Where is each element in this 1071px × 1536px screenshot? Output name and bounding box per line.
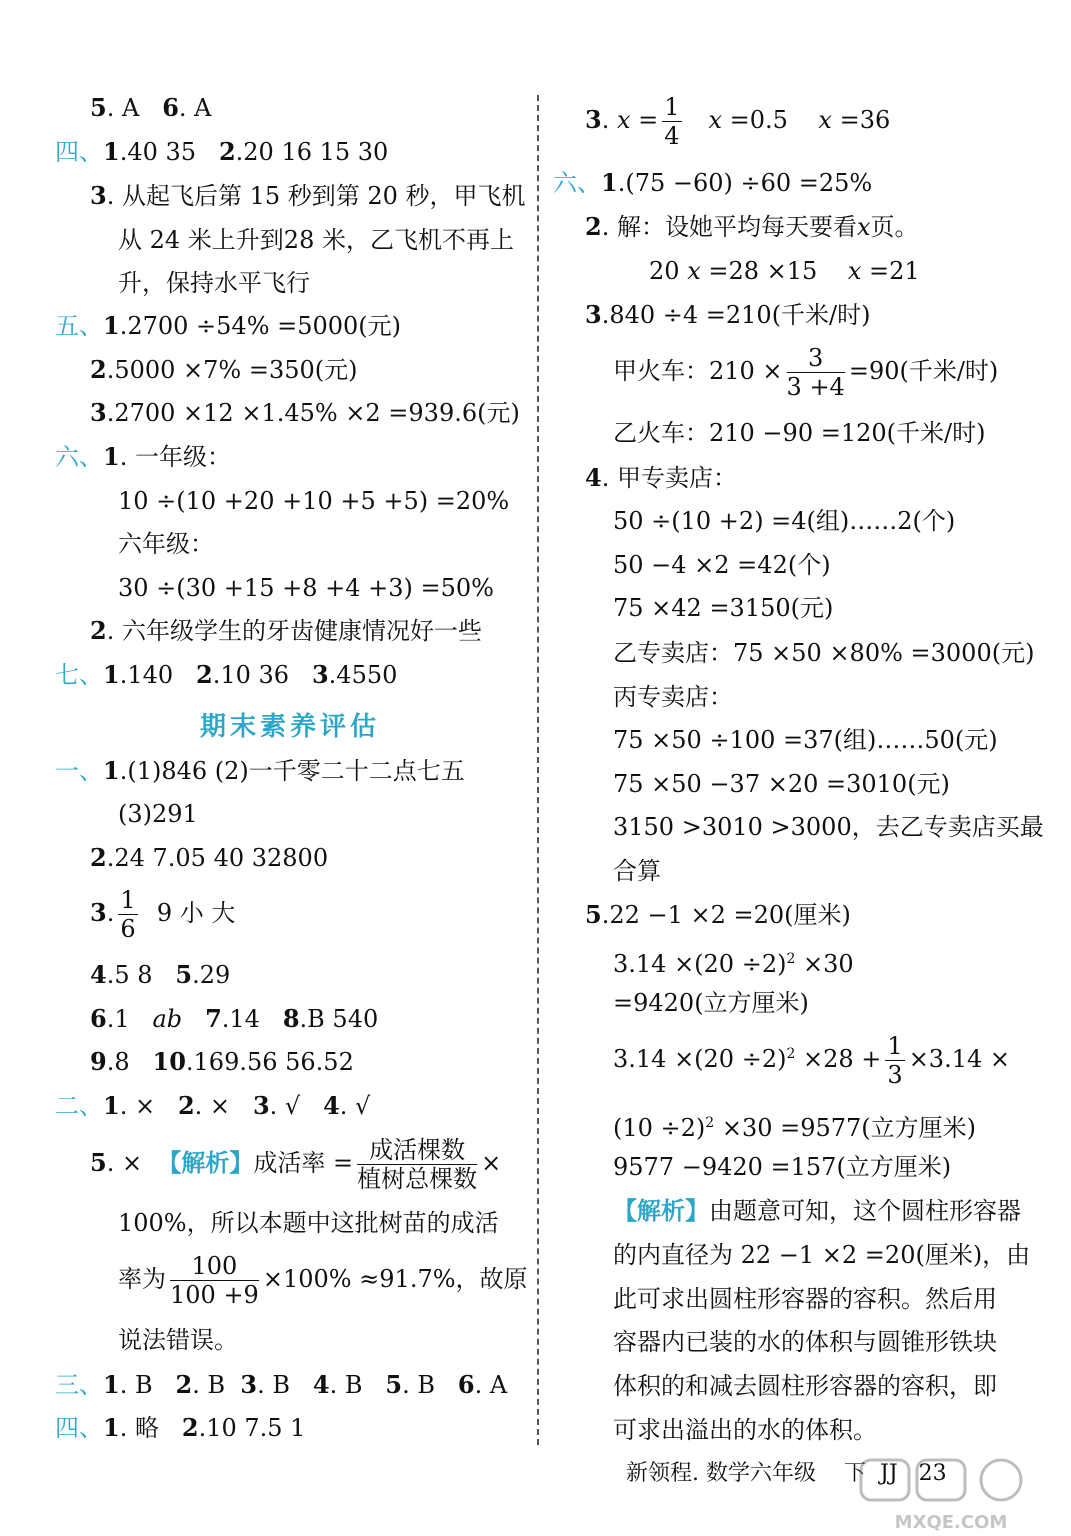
- answer-line: 二、1. × 2. × 3. √ 4. √: [55, 1091, 371, 1120]
- analysis-line: 的内直径为 22 −1 ×2 =20(厘米)，由: [613, 1241, 1031, 1269]
- fraction: $\frac{1}{4}$: [664, 93, 680, 150]
- answer-line: 乙专卖店：75 ×50 ×80% =3000(元): [613, 639, 1035, 667]
- answer-line: 六年级：: [118, 530, 214, 558]
- analysis-line: 此可求出圆柱形容器的容积。然后用: [613, 1285, 997, 1313]
- answer-line: 3150 >3010 >3000，去乙专卖店买最: [613, 813, 1044, 841]
- answer-line: 三、1. B 2. B 3. B 4. B 5. B 6. A: [55, 1370, 508, 1399]
- answer-line: 四、1.40 35 2.20 16 15 30: [55, 137, 389, 166]
- answer-line: 2. 解：设她平均每天要看x页。: [585, 212, 919, 241]
- answer-line: 9.8 10.169.56 56.52: [90, 1047, 354, 1076]
- watermark-logo: [851, 1456, 1051, 1536]
- answer-line: $3.14 \times(20 \div 2)^2 \times 28$ + $\frac{1}{3}$ ×3.14 ×: [613, 1032, 1010, 1089]
- answer-line: $3.14 \times(20 \div 2)^2 \times 30$: [613, 950, 854, 978]
- answer-line: 甲火车：210 × $\frac{3}{3 +4}$ =90(千米/时): [613, 344, 999, 401]
- answer-line: 9577 −9420 =157(立方厘米): [613, 1153, 952, 1181]
- watermark-text: MXQE.COM: [894, 1512, 1008, 1533]
- analysis-line: 容器内已装的水的体积与圆锥形铁块: [613, 1328, 997, 1356]
- fraction: $\frac{\text{成活棵数}}{\text{植树总棵数}}$: [357, 1136, 478, 1193]
- fraction: $\frac{3}{3 +4}$: [786, 344, 845, 401]
- answer-line: 100%，所以本题中这批树苗的成活: [118, 1209, 499, 1237]
- answer-line: 升，保持水平飞行: [118, 269, 310, 297]
- answer-line: 一、1.(1)846 (2)一千零二十二点七五: [55, 756, 465, 785]
- answer-line: 75 ×50 −37 ×20 =3010(元): [613, 770, 950, 798]
- answer-line: 2.24 7.05 40 32800: [90, 843, 329, 872]
- answer-line: 合算: [613, 857, 661, 885]
- analysis-line: 体积的和减去圆柱形容器的容积，即: [613, 1372, 997, 1400]
- answer-line: 4.5 8 5.29: [90, 960, 231, 989]
- answer-line: 七、1.140 2.10 36 3.4550: [55, 660, 398, 689]
- answer-line: 4. 甲专卖店：: [585, 463, 737, 492]
- column-divider: [537, 95, 539, 1445]
- answer-line: 乙火车：210 −90 =120(千米/时): [613, 419, 986, 447]
- answer-line: 六、1.(75 −60) ÷60 =25%: [553, 168, 873, 197]
- page-number: 23: [918, 1461, 947, 1486]
- answer-line: 75 ×42 =3150(元): [613, 594, 834, 622]
- answer-line: 3. 从起飞后第 15 秒到第 20 秒，甲飞机: [90, 181, 526, 210]
- answer-line: 2.5000 ×7% =350(元): [90, 355, 358, 384]
- edition: JJ: [880, 1461, 898, 1486]
- answer-line: (3)291: [118, 800, 198, 828]
- answer-line: 75 ×50 ÷100 =37(组)……50(元): [613, 726, 998, 754]
- volume: 下: [843, 1461, 866, 1486]
- answer-line: 3.2700 ×12 ×1.45% ×2 =939.6(元): [90, 398, 520, 427]
- answer-line: =9420(立方厘米): [613, 989, 809, 1017]
- answer-line: 从 24 米上升到28 米，乙飞机不再上: [118, 226, 514, 254]
- answer-line: 50 ÷(10 +2) =4(组)……2(个): [613, 507, 956, 535]
- answer-line: 10 ÷(10 +20 +10 +5 +5) =20%: [118, 487, 510, 515]
- answer-line: 说法错误。: [118, 1326, 238, 1354]
- fraction: $\frac{1}{3}$: [887, 1032, 903, 1089]
- answer-line: 5. × 【解析】成活率 = $\frac{\text{成活棵数}}{\text{植树总棵数}}$ ×: [90, 1136, 502, 1193]
- answer-line: 5.22 −1 ×2 =20(厘米): [585, 900, 851, 929]
- book-title: 新领程. 数学六年级: [626, 1461, 816, 1486]
- analysis-line: 【解析】由题意可知，这个圆柱形容器: [613, 1196, 1021, 1225]
- answer-line: 3. $\frac{1}{6}$ 9 小 大: [90, 886, 236, 943]
- answer-line: 3.840 ÷4 =210(千米/时): [585, 300, 871, 329]
- answer-line: 2. 六年级学生的牙齿健康情况好一些: [90, 616, 482, 645]
- answer-line: 五、1.2700 ÷54% =5000(元): [55, 311, 402, 340]
- answer-line: 率为 $\frac{100}{100 +9}$ ×100% ≈91.7%，故原: [118, 1252, 528, 1309]
- answer-line: 丙专卖店：: [613, 683, 733, 711]
- answer-line: 50 −4 ×2 =42(个): [613, 551, 831, 579]
- section-heading: 期末素养评估: [200, 712, 381, 742]
- answer-line: 六、1. 一年级：: [55, 442, 231, 471]
- answer-line: 6.1 ab 7.14 8.B 540: [90, 1004, 379, 1033]
- fraction: $\frac{1}{6}$: [120, 886, 136, 943]
- analysis-line: 可求出溢出的水的体积。: [613, 1416, 877, 1444]
- answer-line: 30 ÷(30 +15 +8 +4 +3) =50%: [118, 574, 494, 602]
- answer-line: $(10 \div 2)^2 \times 30 =9577$(立方厘米): [613, 1114, 977, 1142]
- fraction: $\frac{100}{100 +9}$: [170, 1252, 259, 1309]
- answer-line: 3. x = $\frac{1}{4}$ x =0.5 x =36: [585, 93, 891, 150]
- answer-line: 四、1. 略 2.10 7.5 1: [55, 1413, 306, 1442]
- answer-line: 5. A 6. A: [90, 93, 212, 122]
- answer-line: 20 x =28 ×15 x =21: [649, 257, 920, 285]
